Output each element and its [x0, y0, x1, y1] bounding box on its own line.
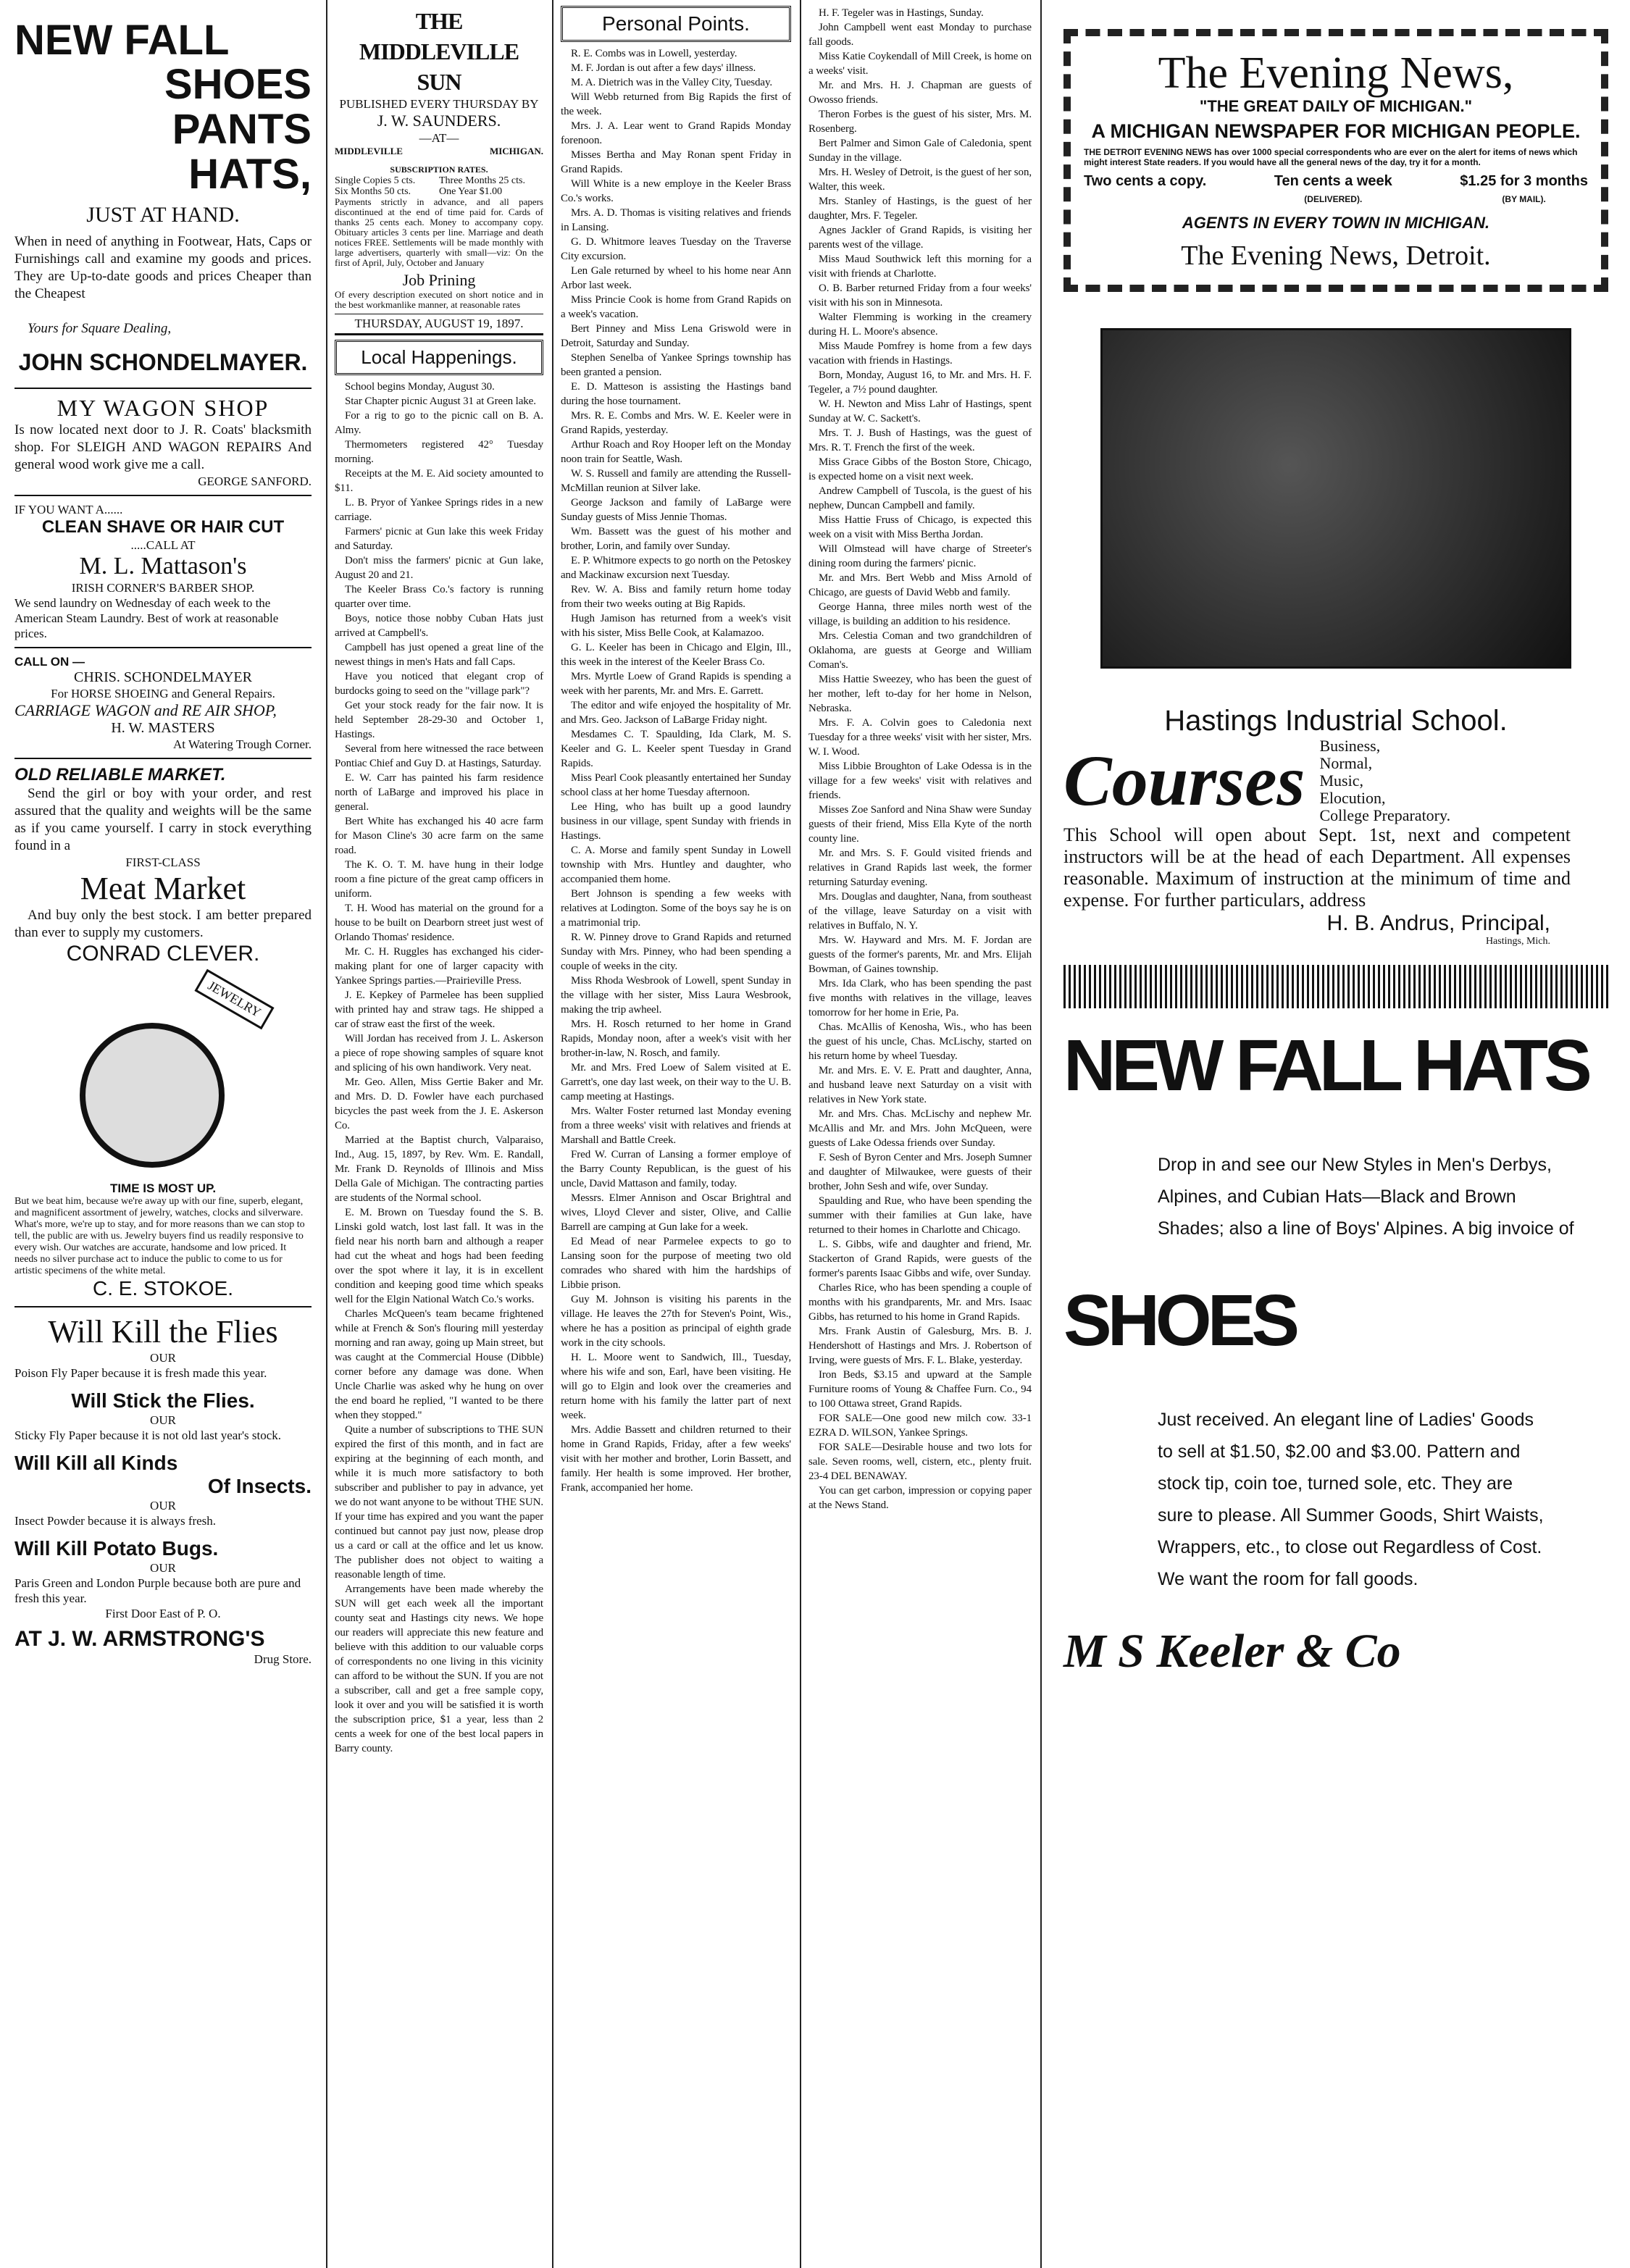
news-item: Messrs. Elmer Annison and Oscar Brightral and wives, Lloyd Clever and sister, Olive, and Callie Barrell are camping at Gun lake for a week.	[561, 1192, 791, 1233]
news-item: Born, Monday, August 16, to Mr. and Mrs. H. F. Tegeler, a 7½ pound daughter.	[808, 369, 1032, 396]
news-item: Mr. and Mrs. E. V. E. Pratt and daughter, Anna, and husband leave next Saturday on a visit with relatives in New York state.	[808, 1065, 1032, 1105]
ad-headline: The Evening News,	[1158, 49, 1514, 98]
news-item: Boys, notice those nobby Cuban Hats just arrived at Campbell's.	[335, 613, 543, 639]
ad-footer: The Evening News, Detroit.	[1181, 240, 1491, 271]
price-note: (DELIVERED).	[1304, 194, 1363, 204]
news-item: Fred W. Curran of Lansing a former employe of the Barry County Republican, is the guest of his uncle, David Mattason and family, today.	[561, 1149, 791, 1189]
news-item: R. E. Combs was in Lowell, yesterday.	[571, 48, 737, 59]
news-item: Miss Hattie Sweezey, who has been the guest of her mother, left to-day for her home in Nelson, Nebraska.	[808, 674, 1032, 714]
masthead-place: MIDDLEVILLE	[335, 146, 403, 156]
news-item: E. W. Carr has painted his farm residence north of LaBarge and improved his place in general.	[335, 772, 543, 813]
news-item: Wm. Bassett was the guest of his mother and brother, Lorin, and family over Sunday.	[561, 526, 791, 552]
news-item: Charles Rice, who has been spending a couple of months with his grandparents, Mr. and Mrs. Isaac Gibbs, has returned to his home in Grand Rapids.	[808, 1282, 1032, 1323]
news-item: Will Jordan has received from J. L. Askerson a piece of rope showing samples of square knot and splicing of his own handiwork. Very neat.	[335, 1033, 543, 1074]
ad-headline: Meat Market	[80, 871, 246, 906]
news-item: Mrs. Addie Bassett and children returned to their home in Grand Rapids, Friday, after a few weeks' visit with her mother and brother, Lorin Bassett, and family. Her health is some improved. Her brother, Frank, accompanied her home.	[561, 1424, 791, 1494]
course-item: Elocution,	[1319, 789, 1386, 807]
rate: One Year $1.00	[439, 186, 503, 197]
news-item: Mr. C. H. Ruggles has exchanged his cider-making plant for one of larger capacity with Yankee Springs parties.—Prairieville Press.	[335, 946, 543, 987]
news-item: Mrs. H. Wesley of Detroit, is the guest of her son, Walter, this week.	[808, 167, 1032, 193]
news-item: Mr. and Mrs. S. F. Gould visited friends and relatives in Grand Rapids last week, the former returning Saturday evening.	[808, 848, 1032, 888]
price: Ten cents a week	[1274, 173, 1392, 189]
news-item: O. B. Barber returned Friday from a four weeks' visit with his son in Minnesota.	[808, 283, 1032, 309]
advertiser-name: CHRIS. SCHONDELMAYER	[74, 669, 252, 685]
news-item: Bert Johnson is spending a few weeks with relatives at Lodington. Some of the boys say he is on a matrimonial trip.	[561, 888, 791, 929]
school-name: Hastings Industrial School.	[1164, 705, 1508, 737]
news-item: The Keeler Brass Co.'s factory is running quarter over time.	[335, 584, 543, 610]
ad-text: IF YOU WANT A......	[14, 503, 123, 516]
news-item: Campbell has just opened a great line of the newest things in men's Hats and fall Caps.	[335, 642, 543, 668]
news-item: Bert Palmer and Simon Gale of Caledonia, spent Sunday in the village.	[808, 138, 1032, 164]
rates-text: Payments strictly in advance, and all papers discontinued at the end of time paid for. Cards of thanks 25 cents each. Money to accompany copy. Obituary articles 3 cents per line. Marriage and death notices FREE. Settlements will be made monthly with large advertisers, quarterly with small—viz: On the first of April, July, October and January	[335, 196, 543, 268]
masthead-text: —AT—	[419, 131, 459, 145]
news-item: Farmers' picnic at Gun lake this week Friday and Saturday.	[335, 526, 543, 552]
ad-text: At Watering Trough Corner.	[173, 737, 312, 751]
issue-date: THURSDAY, AUGUST 19, 1897.	[335, 314, 543, 335]
news-item: Walter Flemming is working in the creamery during H. L. Moore's absence.	[808, 311, 1032, 338]
rates-heading: SUBSCRIPTION RATES.	[390, 164, 488, 175]
advertiser-name: JOHN SCHONDELMAYER.	[18, 349, 308, 375]
school-body: This School will open about Sept. 1st, next and competent instructors will be at the head of each Department. All expenses reasonable. Maximum of instruction at the minimum of time and expense. For further particulars, address	[1063, 824, 1571, 911]
news-item: Mrs. Ida Clark, who has been spending the past five months with relatives in the village, leaves tomorrow for her home in Erie, Pa.	[808, 978, 1032, 1018]
news-item: R. W. Pinney drove to Grand Rapids and returned Sunday with Mrs. Pinney, who had been spending a couple of weeks in the city.	[561, 932, 791, 972]
news-item: L. S. Gibbs, wife and daughter and friend, Mr. Stackerton of Grand Rapids, were guests of the former's parents Isaac Gibbs and wife, over Sunday.	[808, 1239, 1032, 1279]
ad-headline: OLD RELIABLE MARKET.	[14, 765, 226, 784]
principal-name: H. B. Andrus, Principal,	[1326, 911, 1550, 935]
news-item: Mrs. F. A. Colvin goes to Caledonia next Tuesday for a three weeks' visit with her sister, Mrs. W. I. Wood.	[808, 717, 1032, 758]
news-item: G. L. Keeler has been in Chicago and Elgin, Ill., this week in the interest of the Keeler Brass Co.	[561, 642, 791, 668]
subheadline: JUST AT HAND.	[86, 203, 240, 227]
news-item: Mesdames C. T. Spaulding, Ida Clark, M. S. Keeler and G. L. Keeler spent Tuesday in Grand Rapids.	[561, 729, 791, 769]
news-item: Guy M. Johnson is visiting his parents in the village. He leaves the 27th for Steven's Point, Wis., where he has a position as principal of eighth grade work in the city schools.	[561, 1294, 791, 1349]
news-item: Lee Hing, who has built up a good laundry business in our village, spent Sunday with friends in Hastings.	[561, 801, 791, 842]
news-item: The editor and wife enjoyed the hospitality of Mr. and Mrs. Geo. Jackson of LaBarge Friday night.	[561, 700, 791, 726]
news-item: Mrs. Myrtle Loew of Grand Rapids is spending a week with her parents, Mr. and Mrs. E. Garrett.	[561, 671, 791, 697]
local-items	[335, 380, 543, 1756]
news-item: Rev. W. A. Biss and family return home today from their two weeks outing at Big Rapids.	[561, 584, 791, 610]
ad-headline: NEW FALL HATS	[1063, 1025, 1588, 1106]
ad-text: .....CALL AT	[130, 538, 196, 552]
news-item: Will Olmstead will have charge of Streeter's dining room during the farmers' picnic.	[808, 543, 1032, 569]
ad-body: Poison Fly Paper because it is fresh made this year.	[14, 1366, 267, 1380]
news-item: Get your stock ready for the fair now. It is held September 28-29-30 and October 1, Hastings.	[335, 700, 543, 740]
left-ads-column	[0, 0, 326, 1686]
news-item: School begins Monday, August 30.	[345, 381, 495, 393]
news-item: M. F. Jordan is out after a few days' illness.	[571, 62, 756, 74]
news-item: Hugh Jamison has returned from a week's visit with his sister, Miss Belle Cook, at Kalamazoo.	[561, 613, 791, 639]
advertiser-name: M S Keeler & Co	[1063, 1625, 1401, 1678]
ad-headline: CLEAN SHAVE OR HAIR CUT	[41, 517, 285, 537]
ad-text: IRISH CORNER'S BARBER SHOP.	[71, 581, 255, 595]
news-item: Will Webb returned from Big Rapids the first of the week.	[561, 91, 791, 117]
evening-news-ad	[1063, 29, 1608, 292]
news-item: Receipts at the M. E. Aid society amounted to $11.	[335, 468, 543, 494]
section-heading: Personal Points.	[561, 6, 791, 42]
news-item: Chas. McAllis of Kenosha, Wis., who has been the guest of his uncle, Chas. McLischy, started on his return home by wheel Tuesday.	[808, 1021, 1032, 1062]
rate: Three Months 25 cts.	[439, 175, 525, 186]
ad-body: Insect Powder because it is always fresh.	[14, 1514, 217, 1528]
advertiser-name: M. L. Mattason's	[79, 553, 247, 579]
ad-headline: Will Kill the Flies	[48, 1314, 278, 1349]
news-item: Spaulding and Rue, who have been spending the summer with their families at Gun lake, have returned to their homes in Charlotte and Chicago.	[808, 1195, 1032, 1236]
news-item: Mrs. W. Hayward and Mrs. M. F. Jordan are guests of the former's parents, Mr. and Mrs. Elijah Bowman, of Gaines township.	[808, 934, 1032, 975]
ad-text: For HORSE SHOEING and General Repairs.	[51, 687, 275, 700]
ad-body: Sticky Fly Paper because it is not old last year's stock.	[14, 1428, 282, 1442]
news-item: Have you noticed that elegant crop of burdocks going to seed on the "village park"?	[335, 671, 543, 697]
job-printing-text: Of every description executed on short notice and in the best workmanlike manner, at reasonable rates	[335, 289, 543, 310]
ad-body: Send the girl or boy with your order, and rest assured that the quality and weights will be the same as if you came yourself. I carry in stock everything found in a	[14, 786, 312, 853]
news-item: M. A. Dietrich was in the Valley City, Tuesday.	[571, 77, 773, 88]
ad-text: CARRIAGE WAGON and RE AIR SHOP,	[14, 701, 277, 719]
ad-body: Is now located next door to J. R. Coats' blacksmith shop. For SLEIGH AND WAGON REPAIRS And general wood work give me a call.	[14, 422, 312, 472]
price: $1.25 for 3 months	[1460, 173, 1588, 189]
courses-headline: Courses	[1063, 740, 1305, 821]
news-item: Miss Grace Gibbs of the Boston Store, Chicago, is expected home on a visit next week.	[808, 456, 1032, 482]
rate: Single Copies 5 cts.	[335, 175, 416, 186]
news-item: Mr. and Mrs. Chas. McLischy and nephew Mr. McAllis and Mr. and Mrs. John McQueen, were guests of Lake Odessa friends over Sunday.	[808, 1108, 1032, 1149]
ad-headline: Will Kill all Kinds	[14, 1452, 178, 1474]
course-list	[1319, 737, 1450, 824]
advertiser-name: CONRAD CLEVER.	[66, 942, 260, 966]
clock-illustration	[14, 972, 312, 1175]
news-item: Misses Bertha and May Ronan spent Friday in Grand Rapids.	[561, 149, 791, 175]
ad-headline: SHOES	[1063, 1280, 1296, 1361]
news-item: Miss Hattie Fruss of Chicago, is expected this week on a visit with Miss Bertha Jordan.	[808, 514, 1032, 540]
news-item: Mrs. Douglas and daughter, Nana, from southeast of the village, leave Saturday on a visit with relatives in Buffalo, N. Y.	[808, 891, 1032, 932]
news-item: Len Gale returned by wheel to his home near Ann Arbor last week.	[561, 265, 791, 291]
ad-headline: Will Stick the Flies.	[71, 1389, 255, 1412]
masthead-title: THE MIDDLEVILLE SUN	[359, 8, 519, 95]
personal-points-column	[552, 0, 798, 2268]
ad-text: Drug Store.	[254, 1652, 312, 1666]
news-item: Miss Maude Pomfrey is home from a few days vacation with friends in Hastings.	[808, 340, 1032, 367]
news-item: Arthur Roach and Roy Hooper left on the Monday noon train for Seattle, Wash.	[561, 439, 791, 465]
news-item: Mrs. Frank Austin of Galesburg, Mrs. B. J. Hendershott of Hastings and Mrs. J. Robertson of Irving, were guests of Mrs. F. L. Blake, yesterday.	[808, 1326, 1032, 1366]
ad-headline: MY WAGON SHOP	[57, 395, 269, 421]
ad-body: THE DETROIT EVENING NEWS has over 1000 special correspondents who are ever on the alert for items of news which might interest State readers. If you would have all the general news of the day, try it for a month.	[1084, 147, 1578, 167]
ad-subheadline: A MICHIGAN NEWSPAPER FOR MICHIGAN PEOPLE.	[1091, 120, 1581, 142]
headline: SHOES	[164, 61, 312, 108]
ad-body: We send laundry on Wednesday of each week to the American Steam Laundry. Best of work at reasonable prices.	[14, 596, 279, 640]
news-item: Mr. and Mrs. H. J. Chapman are guests of Owosso friends.	[808, 80, 1032, 106]
news-item: W. S. Russell and family are attending the Russell-McMillan reunion at Silver lake.	[561, 468, 791, 494]
advertiser-name: H. W. MASTERS	[111, 720, 215, 736]
ad-text: FIRST-CLASS	[125, 855, 201, 869]
news-item: Bert Pinney and Miss Lena Griswold were in Detroit, Saturday and Sunday.	[561, 323, 791, 349]
news-item: Theron Forbes is the guest of his sister, Mrs. M. Rosenberg.	[808, 109, 1032, 135]
news-item: Ed Mead of near Parmelee expects to go to Lansing soon for the purpose of meeting two old comrades who shared with him the hardships of Libbie prison.	[561, 1236, 791, 1291]
price-note: (BY MAIL).	[1502, 194, 1546, 204]
fall-goods-headline	[14, 19, 312, 62]
news-item: Andrew Campbell of Tuscola, is the guest of his nephew, Duncan Campbell and family.	[808, 485, 1032, 511]
masthead-local-column	[326, 0, 551, 2268]
publisher-name: J. W. SAUNDERS.	[377, 112, 501, 130]
news-item: L. B. Pryor of Yankee Springs rides in a new carriage.	[335, 497, 543, 523]
news-item: Several from here witnessed the race between Pontiac Chief and Guy D. at Hastings, Saturday.	[335, 743, 543, 769]
news-item: FOR SALE—One good new milch cow. 33-1 EZRA D. WILSON, Yankee Springs.	[808, 1413, 1032, 1439]
news-item: Miss Rhoda Wesbrook of Lowell, spent Sunday in the village with her sister, Miss Laura Wesbrook, making the trip awheel.	[561, 975, 791, 1016]
news-item: Misses Zoe Sanford and Nina Shaw were Sunday guests of their friend, Miss Ella Kyte of the north county line.	[808, 804, 1032, 845]
news-item: G. D. Whitmore leaves Tuesday on the Traverse City excursion.	[561, 236, 791, 262]
news-item: Iron Beds, $3.15 and upward at the Sample Furniture rooms of Young & Chaffee Furn. Co., 94 to 100 Ottawa street, Grand Rapids.	[808, 1369, 1032, 1410]
news-item: Thermometers registered 42° Tuesday morning.	[335, 439, 543, 465]
news-item: Mrs. Walter Foster returned last Monday evening from a three weeks' visit with relatives and friends at Marshall and Battle Creek.	[561, 1105, 791, 1146]
news-item: Miss Maud Southwick left this morning for a visit with friends at Charlotte.	[808, 254, 1032, 280]
news-item: Miss Katie Coykendall of Mill Creek, is home on a weeks' visit.	[808, 51, 1032, 77]
course-item: Music,	[1319, 771, 1363, 790]
news-item: Married at the Baptist church, Valparaiso, Ind., Aug. 15, 1897, by Rev. Wm. E. Randall, Mr. Frank D. Reynolds of Illinois and Miss Della Gale of Michigan. The contracting parties are students of the Normal school.	[335, 1134, 543, 1204]
news-item: Mrs. J. A. Lear went to Grand Rapids Monday forenoon.	[561, 120, 791, 146]
ad-text: First Door East of P. O.	[105, 1607, 221, 1620]
price: Two cents a copy.	[1084, 173, 1207, 189]
ad-body: But we beat him, because we're away up with our fine, superb, elegant, and magnificent assortment of jewelry, watches, clocks and silverware. What's more, we're up to stay, and for more reasons than we can stop to tell, the public are with us. Jewelry buyers find us readily responsive to every wish. Our watches are accurate, handsome and low priced. It needs no silver purchase act to induce the public to come to us for artistic specimens of the white metal.	[14, 1196, 305, 1276]
news-item: E. M. Brown on Tuesday found the S. B. Linski gold watch, lost last fall. It was in the field near his north barn and although a reaper had cut the wheat and hogs had been feeding over the spot where it lay, it is in excellent condition and keeping good time which speaks well for the Elgin National Watch Co.'s works.	[335, 1207, 543, 1305]
news-item: Miss Libbie Broughton of Lake Odessa is in the village for a few weeks' visit with relatives and friends.	[808, 761, 1032, 801]
news-item: E. P. Whitmore expects to go north on the Petoskey and Mackinaw excursion next Tuesday.	[561, 555, 791, 581]
news-item: Charles McQueen's team became frightened while at French & Son's flouring mill yesterday morning and ran away, going up Main street, but was caught at the Commercial House (Dibble) corner before any damage was done. When Uncle Charlie was asked why he hung on over the end board he replied, "I wanted to be there when they stopped."	[335, 1308, 543, 1421]
news-item: J. E. Kepkey of Parmelee has been supplied with printed hay and straw tags. He shipped a car of straw east the first of the week.	[335, 989, 543, 1030]
right-ads-column	[1040, 0, 1630, 2268]
news-item: Stephen Senelba of Yankee Springs township has been granted a pension.	[561, 352, 791, 378]
news-item: George Hanna, three miles north west of the village, is building an addition to his residence.	[808, 601, 1032, 627]
personal-items	[561, 46, 791, 1495]
ad-body: Paris Green and London Purple because both are pure and fresh this year.	[14, 1576, 301, 1605]
news-item: Bert White has exchanged his 40 acre farm for Mason Cline's 30 acre farm on the same road.	[335, 816, 543, 856]
news-item: Arrangements have been made whereby the SUN will get each week all the important county seat and Hastings city news. We hope our readers will appreciate this new feature and believe with this addition to our valuable corps of correspondents no one living in this vicinity can afford to be without the SUN. If you are not a subscriber, call and get a free sample copy, look it over and you will be satisfied it is worth the subscription price, $1 a year, less than 2 cents a week for one of the best local papers in Barry county.	[335, 1583, 543, 1754]
ad-body: And buy only the best stock. I am better prepared than ever to supply my customers.	[14, 908, 312, 940]
news-item: Miss Pearl Cook pleasantly entertained her Sunday school class at her home Tuesday afternoon.	[561, 772, 791, 798]
news-item: Mr. and Mrs. Fred Loew of Salem visited at E. Garrett's, one day last week, on their way to the U. B. camp meeting at Hastings.	[561, 1062, 791, 1102]
news-item: H. L. Moore went to Sandwich, Ill., Tuesday, where his wife and son, Earl, have been visiting. He will go to Elgin and look over the creameries and return home with his family the latter part of next week.	[561, 1352, 791, 1421]
headline: HATS,	[188, 151, 312, 198]
building-photograph	[1100, 328, 1571, 669]
course-item: Business,	[1319, 737, 1381, 755]
ad-body: Drop in and see our New Styles in Men's Derbys, Alpines, and Cubian Hats—Black and Brown Shades; also a line of Boys' Alpines. A big invoice of	[1158, 1155, 1574, 1239]
advertiser-name: GEORGE SANFORD.	[198, 474, 312, 488]
news-item: John Campbell went east Monday to purchase fall goods.	[808, 22, 1032, 48]
ad-body: When in need of anything in Footwear, Hats, Caps or Furnishings call and examine my goods and prices. They are Up-to-date goods and prices Cheaper than the Cheapest	[14, 234, 312, 301]
ad-tagline: "THE GREAT DAILY OF MICHIGAN."	[1199, 97, 1473, 115]
headline: PANTS	[172, 106, 312, 153]
ad-text: CALL ON —	[14, 655, 85, 669]
course-item: Normal,	[1319, 754, 1373, 772]
news-item: H. F. Tegeler was in Hastings, Sunday.	[819, 7, 984, 19]
news-item: Mrs. R. E. Combs and Mrs. W. E. Keeler were in Grand Rapids, yesterday.	[561, 410, 791, 436]
news-item: E. D. Matteson is assisting the Hastings band during the hose tournament.	[561, 381, 791, 407]
advertiser-name: C. E. STOKOE.	[93, 1277, 233, 1300]
masthead-place: MICHIGAN.	[489, 146, 543, 156]
decorative-border	[1063, 965, 1608, 1008]
news-item: Mrs. Stanley of Hastings, is the guest of her daughter, Mrs. F. Tegeler.	[808, 196, 1032, 222]
personal-items-continued	[808, 6, 1032, 1512]
news-item: The K. O. T. M. have hung in their lodge room a fine picture of the great camp officers in uniform.	[335, 859, 543, 900]
ad-headline: Of Insects.	[207, 1475, 312, 1497]
news-item: Mrs. T. J. Bush of Hastings, was the guest of Mrs. R. T. French the first of the week.	[808, 427, 1032, 453]
news-item: George Jackson and family of LaBarge were Sunday guests of Miss Jennie Thomas.	[561, 497, 791, 523]
ad-text: OUR	[150, 1499, 176, 1512]
news-item: Mrs. H. Rosch returned to her home in Grand Rapids, Monday noon, after a week's visit with her brother-in-law, N. Rosch, and family.	[561, 1018, 791, 1059]
news-item: F. Sesh of Byron Center and Mrs. Joseph Sumner and daughter of Milwaukee, were guests of their brother, John Sesh and wife, over Sunday.	[808, 1152, 1032, 1192]
ad-headline: Will Kill Potato Bugs.	[14, 1537, 219, 1560]
ad-text: Yours for Square Dealing,	[28, 321, 172, 336]
section-heading: Local Happenings.	[335, 340, 543, 375]
news-item: Mr. and Mrs. Bert Webb and Miss Arnold of Chicago, are guests of David Webb and family.	[808, 572, 1032, 598]
principal-location: Hastings, Mich.	[1485, 936, 1550, 947]
news-item: FOR SALE—Desirable house and two lots for sale. Seven rooms, well, cistern, etc., plenty fruit. 23-4 DEL BENAWAY.	[808, 1441, 1032, 1482]
news-item: Don't miss the farmers' picnic at Gun lake, August 20 and 21.	[335, 555, 543, 581]
news-item: For a rig to go to the picnic call on B. A. Almy.	[335, 410, 543, 436]
ad-headline: TIME IS MOST UP.	[109, 1181, 217, 1195]
news-item: Miss Princie Cook is home from Grand Rapids on a week's vacation.	[561, 294, 791, 320]
ad-body: Just received. An elegant line of Ladies' Goods to sell at $1.50, $2.00 and $3.00. Pattern and stock tip, coin toe, turned sole, etc. They are sure to please. All Summer Goods, Shirt Waists, Wrappers, etc., to close out Regardless of Cost. We want the room for fall goods.	[1158, 1410, 1544, 1589]
news-item: Will White is a new employe in the Keeler Brass Co.'s works.	[561, 178, 791, 204]
news-item: T. H. Wood has material on the ground for a house to be built on Dearborn street just west of Orlando Thomas' residence.	[335, 903, 543, 943]
headline: NEW FALL	[14, 17, 230, 64]
news-item: Agnes Jackler of Grand Rapids, is visiting her parents west of the village.	[808, 225, 1032, 251]
news-item: You can get carbon, impression or copying paper at the News Stand.	[808, 1485, 1032, 1511]
jewelry-banner: JEWELRY	[194, 969, 274, 1030]
published-line: PUBLISHED EVERY THURSDAY BY	[339, 97, 539, 111]
news-item: Mrs. Celestia Coman and two grandchildren of Oklahoma, are guests at George and William Coman's.	[808, 630, 1032, 671]
ad-text: OUR	[150, 1351, 176, 1365]
personal-continued-column	[800, 0, 1039, 2268]
news-item: Star Chapter picnic August 31 at Green lake.	[345, 396, 536, 407]
job-printing-heading: Job Prining	[402, 271, 476, 289]
rate: Six Months 50 cts.	[335, 186, 411, 197]
ad-text: OUR	[150, 1413, 176, 1427]
news-item: Mr. Geo. Allen, Miss Gertie Baker and Mr. and Mrs. D. D. Fowler have each purchased bicycles the past week from the J. E. Askerson Co.	[335, 1076, 543, 1131]
news-item: W. H. Newton and Miss Lahr of Hastings, spent Sunday at W. C. Sackett's.	[808, 398, 1032, 424]
course-item: College Preparatory.	[1319, 806, 1451, 824]
news-item: Quite a number of subscriptions to THE SUN expired the first of this month, and in fact are expiring at the beginning of each month, and while it is much more satisfactory to both subscriber and publisher to pay in advance, yet we do not want anyone to be without THE SUN. If your time has expired and you want the paper continued but cannot pay just now, please drop us a card or call at the office and let us know. The publisher does not object to waiting a reasonable length of time.	[335, 1424, 543, 1581]
advertiser-name: AT J. W. ARMSTRONG'S	[14, 1627, 265, 1651]
news-item: C. A. Morse and family spent Sunday in Lowell township with Mrs. Huntley and daughter, who accompanied them home.	[561, 845, 791, 885]
ad-text: OUR	[150, 1561, 176, 1575]
ad-text: AGENTS IN EVERY TOWN IN MICHIGAN.	[1182, 214, 1490, 232]
news-item: Mrs. A. D. Thomas is visiting relatives and friends in Lansing.	[561, 207, 791, 233]
